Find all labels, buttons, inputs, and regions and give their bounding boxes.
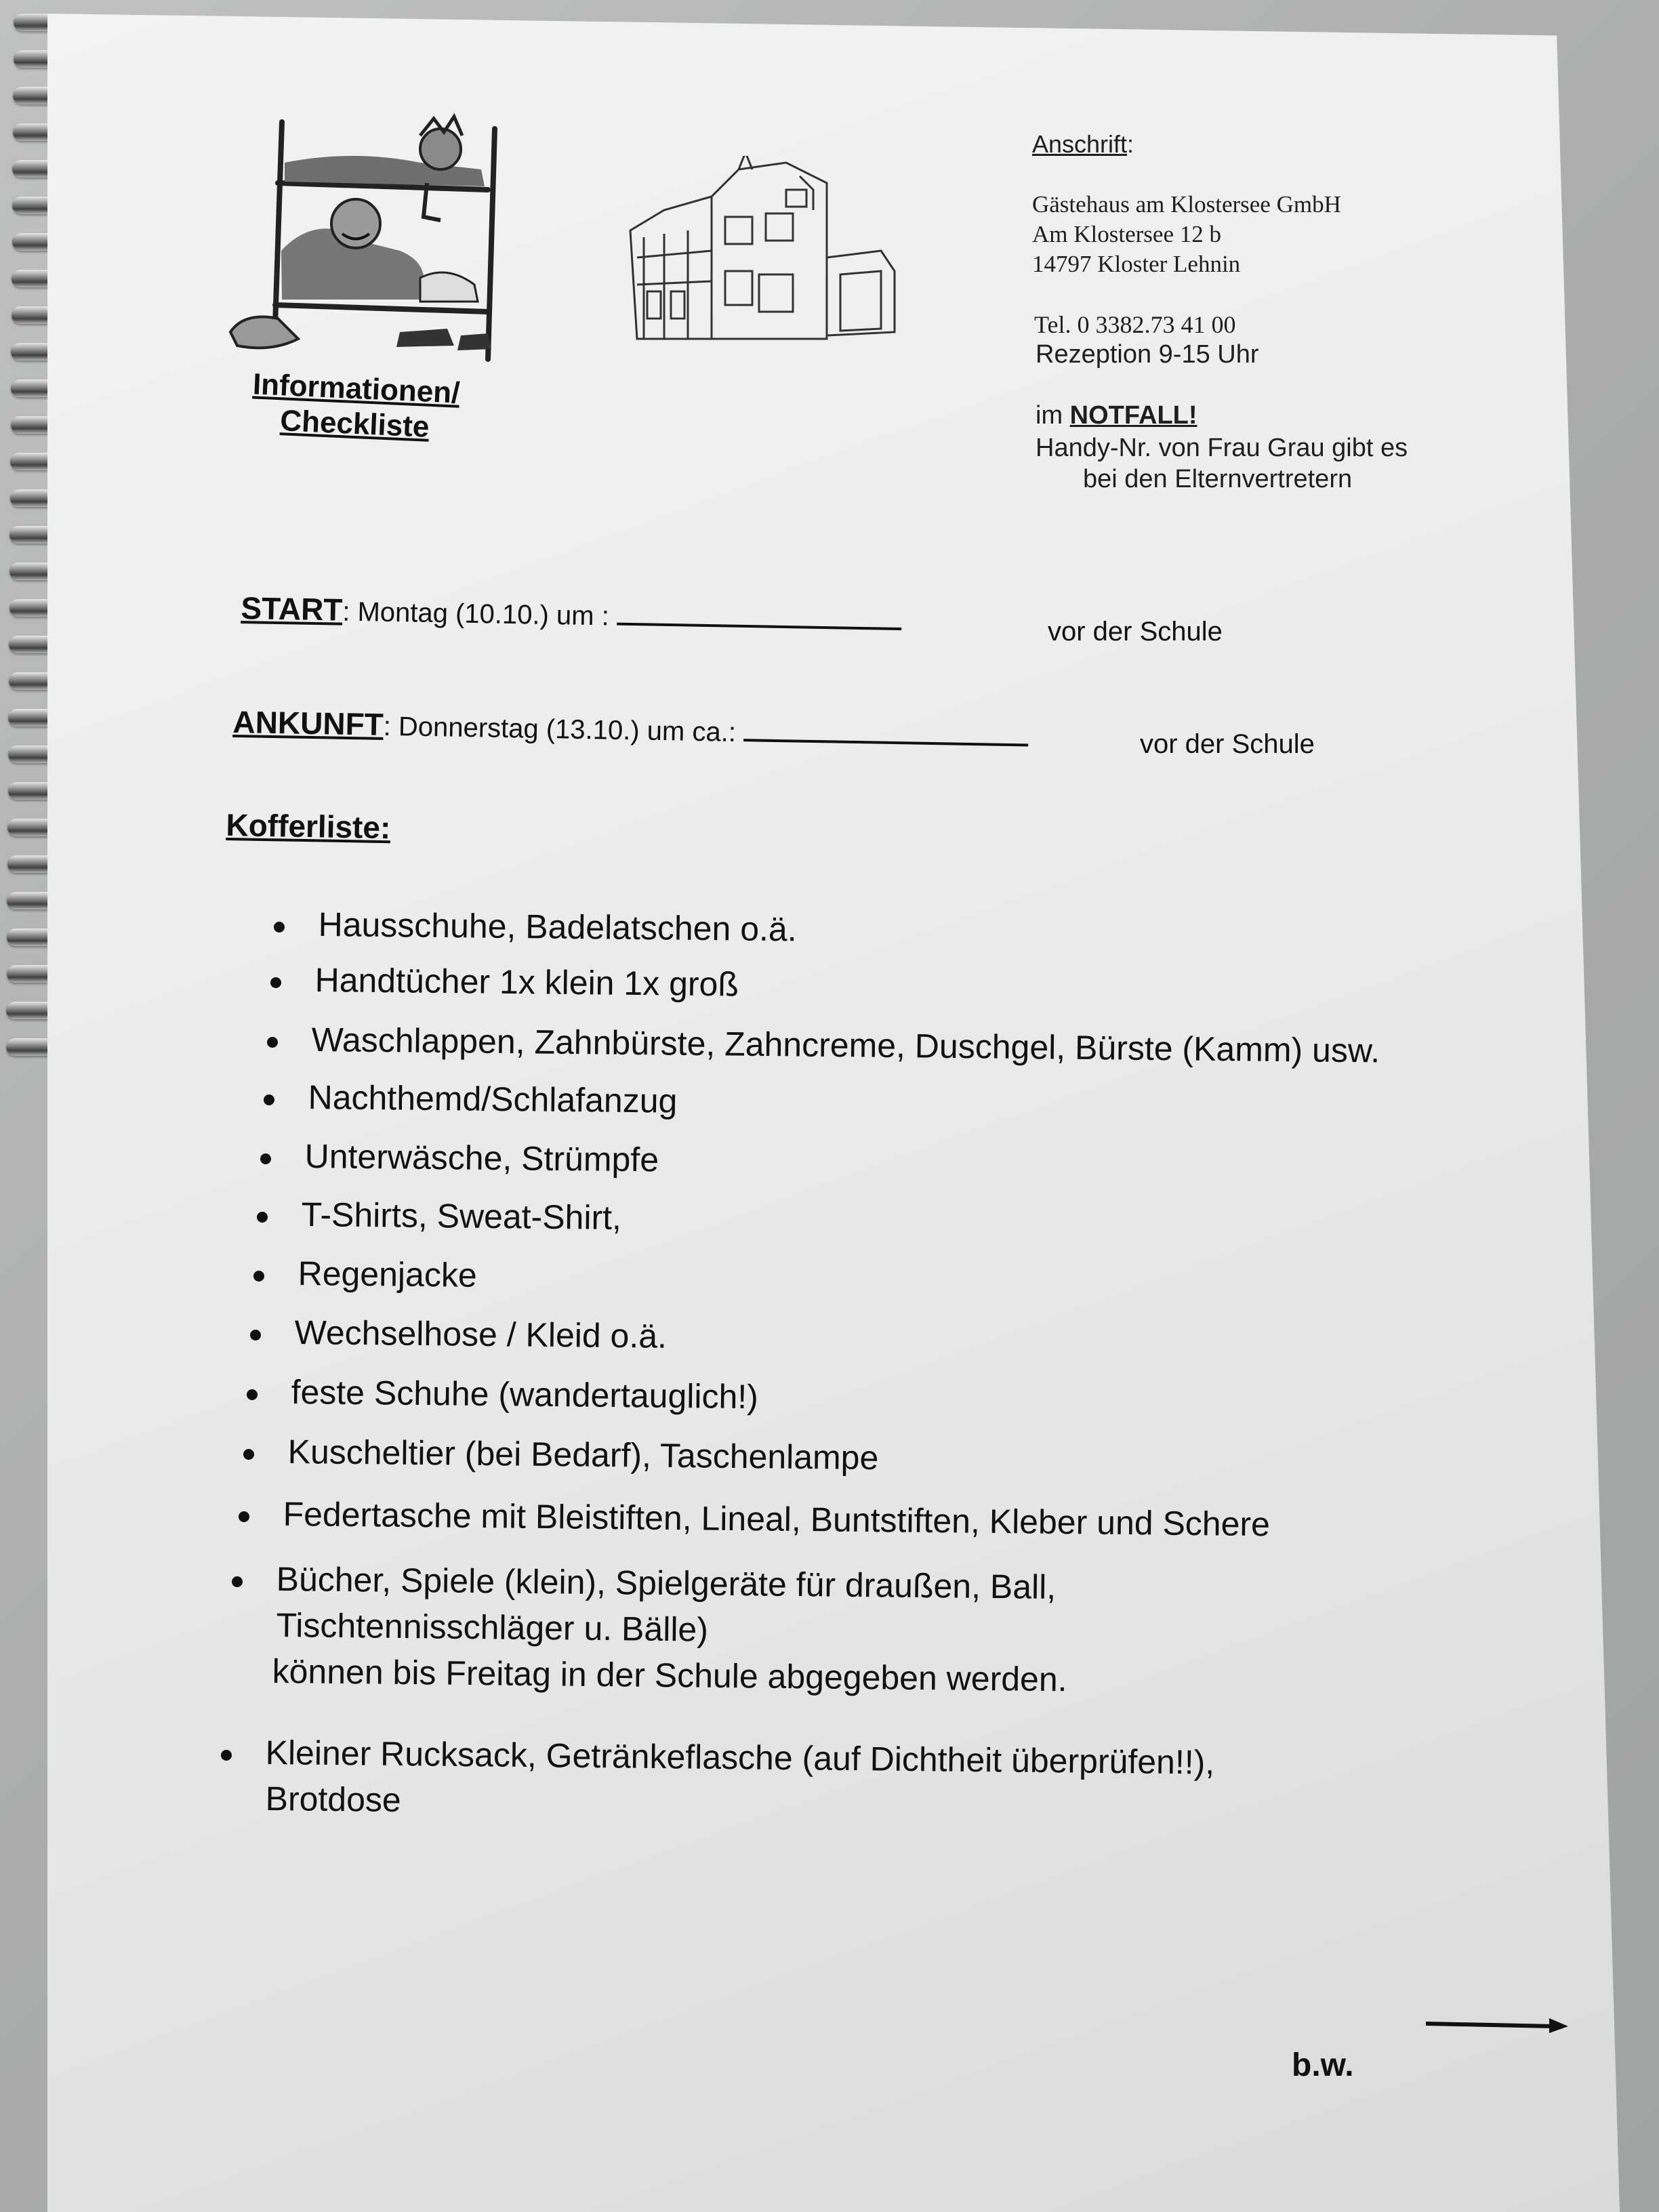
emergency-word: NOTFALL! [1069, 401, 1197, 430]
packing-list-item: Bücher, Spiele (klein), Spielgeräte für draußen, Ball, [276, 1559, 1057, 1607]
bullet-icon [253, 1271, 264, 1282]
emergency-row [1036, 401, 1197, 430]
reception-hours: Rezeption 9-15 Uhr [1036, 340, 1259, 369]
logo-caption-line2: Checkliste [279, 404, 430, 444]
logo-caption [228, 366, 482, 447]
packing-list-item: Waschlappen, Zahnbürste, Zahncreme, Duschgel, Bürste (Kamm) usw. [311, 1020, 1380, 1070]
packing-list-item: Nachthemd/Schlafanzug [308, 1078, 678, 1120]
packing-list-item: können bis Freitag in der Schule abgegeben werden. [272, 1652, 1067, 1699]
emergency-prefix: im [1036, 401, 1063, 430]
guesthouse-illustration [623, 156, 908, 352]
packing-list-item: Unterwäsche, Strümpfe [304, 1136, 659, 1179]
bullet-icon [260, 1153, 271, 1164]
right-arrow-icon [1423, 2013, 1572, 2040]
start-label: START [241, 590, 343, 628]
packing-list-item: T-Shirts, Sweat-Shirt, [301, 1195, 622, 1237]
packing-list-item: feste Schuhe (wandertauglich!) [291, 1372, 759, 1416]
bullet-icon [257, 1212, 268, 1223]
bullet-icon [239, 1511, 249, 1522]
packing-list-item: Handtücher 1x klein 1x groß [314, 960, 739, 1004]
bullet-icon [247, 1389, 258, 1400]
start-time-blank [617, 623, 901, 630]
address-line-3: 14797 Kloster Lehnin [1032, 251, 1241, 277]
arrival-label: ANKUNFT [232, 703, 384, 742]
address-line-2: Am Klostersee 12 b [1032, 221, 1221, 247]
packing-list-item: Wechselhose / Kleid o.ä. [294, 1313, 668, 1355]
packing-list-heading: Kofferliste: [226, 806, 391, 846]
address-line-1: Gästehaus am Klostersee GmbH [1032, 191, 1341, 218]
address-block [1032, 190, 1341, 279]
arrival-place: vor der Schule [1140, 729, 1315, 759]
packing-list-item: Kuscheltier (bei Bedarf), Taschenlampe [287, 1432, 879, 1477]
bullet-icon [221, 1750, 232, 1761]
packing-list-item: Federtasche mit Bleistiften, Lineal, Buntstiften, Kleber und Schere [283, 1494, 1271, 1544]
bullet-icon [270, 977, 281, 988]
bunk-bed-illustration [217, 108, 515, 380]
address-heading-row [1032, 130, 1134, 159]
phone-number: Tel. 0 3382.73 41 00 [1034, 311, 1236, 338]
packing-list-item: Kleiner Rucksack, Getränkeflasche (auf Dichtheit überprüfen!!), [265, 1733, 1215, 1782]
arrival-text: : Donnerstag (13.10.) um ca.: [383, 711, 737, 747]
bullet-icon [250, 1330, 261, 1340]
bullet-icon [267, 1037, 278, 1048]
address-heading-colon: : [1127, 130, 1134, 158]
address-heading: Anschrift [1032, 130, 1128, 158]
packing-list-item: Hausschuhe, Badelatschen o.ä. [318, 905, 797, 949]
bullet-icon [274, 922, 285, 933]
logo-caption-line1: Informationen/ [252, 367, 461, 410]
emergency-line-3: bei den Elternvertretern [1083, 465, 1353, 493]
arrival-time-blank [743, 739, 1028, 746]
turn-over-note: b.w. [1292, 2047, 1354, 2083]
start-text: : Montag (10.10.) um : [342, 596, 610, 632]
bullet-icon [232, 1576, 243, 1587]
emergency-line-2: Handy-Nr. von Frau Grau gibt es [1036, 434, 1408, 462]
bullet-icon [243, 1449, 254, 1460]
packing-list-item: Regenjacke [298, 1254, 477, 1294]
start-place: vor der Schule [1048, 617, 1223, 647]
bullet-icon [264, 1094, 274, 1105]
packing-list-item: Brotdose [265, 1779, 402, 1820]
packing-list-item: Tischtennisschläger u. Bälle) [276, 1605, 709, 1649]
